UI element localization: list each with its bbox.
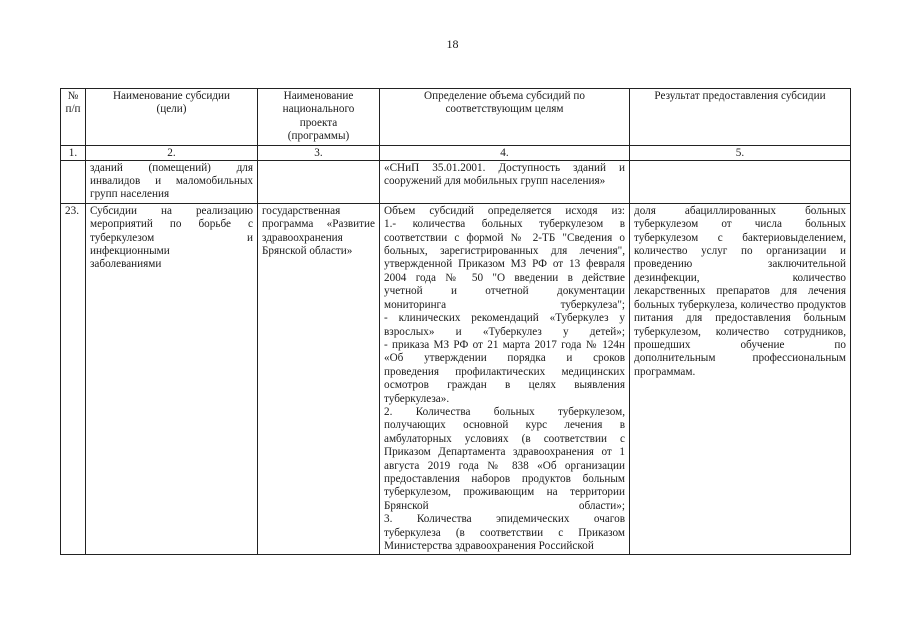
row-23-number-cell: 23. <box>61 203 86 555</box>
cell-text-line: 2004 года № 50 "О введении в действие <box>384 271 625 284</box>
cell-text-line: дезинфекции, количество <box>634 271 846 284</box>
cell-text-line: доля абациллированных больных <box>634 204 846 217</box>
cell-text-line: проведения профилактических медицинских <box>384 365 625 378</box>
continued-volume-cell <box>380 160 630 203</box>
cell-text-line: проекта <box>299 116 338 129</box>
header-project-name-text <box>262 90 375 144</box>
column-number-3: 3. <box>258 145 380 160</box>
row-23-project-text <box>262 205 375 259</box>
cell-text-line: 1.- количества больных туберкулезом в <box>384 218 625 231</box>
header-number-cell <box>61 89 86 146</box>
cell-text-line: проведению заключительной <box>634 258 846 271</box>
header-project-name-cell <box>258 89 380 146</box>
cell-text-line: групп населения <box>90 188 170 201</box>
row-23-subsidy-name-cell <box>86 203 258 555</box>
cell-text-line: утвержденной Приказом МЗ РФ от 13 февраля <box>384 258 625 271</box>
continued-project-cell <box>258 160 380 203</box>
header-number-text <box>65 90 81 117</box>
continued-volume-text <box>384 162 625 189</box>
column-number-5: 5. <box>630 145 851 160</box>
header-volume-definition-cell <box>380 89 630 146</box>
cell-text-line: (цели) <box>156 103 187 116</box>
cell-text-line: туберкулезом с бактериовыделением, <box>634 231 846 244</box>
cell-text-line: Наименование субсидии <box>112 90 231 102</box>
row-23-subsidy-name-text <box>90 205 253 272</box>
cell-text-line: (программы) <box>287 130 350 143</box>
cell-text-line: количество услуг по организации и <box>634 245 846 258</box>
cell-text-line: предоставления наборов продуктов больным <box>384 472 625 485</box>
cell-text-line: зданий (помещений) для <box>90 161 253 174</box>
cell-text-line: мероприятий по борьбе с <box>90 218 253 231</box>
row-23-result-cell <box>630 203 851 555</box>
cell-text-line: получающих основной курс лечения в <box>384 419 625 432</box>
column-number-1: 1. <box>61 145 86 160</box>
cell-text-line: туберкулезом от числа больных <box>634 218 846 231</box>
continued-result-cell <box>630 160 851 203</box>
cell-text-line: туберкулеза (в соответствии с Приказом <box>384 526 625 539</box>
cell-text-line: Объем субсидий определяется исходя из: <box>384 204 625 217</box>
cell-text-line: Брянской области» <box>262 245 353 258</box>
cell-text-line: Приказом Департамента здравоохранения от 1 <box>384 446 625 459</box>
cell-text-line: Субсидии на реализацию <box>90 204 253 217</box>
cell-text-line: инвалидов и маломобильных <box>90 175 253 188</box>
cell-text-line: 2. Количества больных туберкулезом, <box>384 405 625 418</box>
continued-subsidy-name-cell <box>86 160 258 203</box>
cell-text-line: - клинических рекомендаций «Туберкулез у <box>384 312 625 325</box>
cell-text-line: Определение объема субсидий по <box>424 90 585 102</box>
cell-text-line: мониторинга туберкулеза"; <box>384 298 625 311</box>
continued-subsidy-name-text <box>90 162 253 202</box>
cell-text-line: здравоохранения <box>262 231 343 244</box>
cell-text-line: соответствии с формой № 2-ТБ "Сведения о <box>384 231 625 244</box>
row-23-volume-cell <box>380 203 630 555</box>
cell-text-line: туберкулезом, проживающим на территории <box>384 486 625 499</box>
cell-text-line: осмотров граждан в целях выявления <box>384 379 625 392</box>
cell-text-line: - приказа МЗ РФ от 21 марта 2017 года № 124н <box>384 338 625 351</box>
header-subsidy-name-cell <box>86 89 258 146</box>
cell-text-line: больных туберкулеза, количество продуктов <box>634 298 846 311</box>
cell-text-line: «СНиП 35.01.2001. Доступность зданий и <box>384 161 625 174</box>
cell-text-line: инфекционными <box>90 245 170 258</box>
cell-text-line: «Об утверждении порядка и сроков <box>384 352 625 365</box>
column-number-4: 4. <box>380 145 630 160</box>
table-row-continued <box>61 160 851 203</box>
cell-text-line: заболеваниями <box>90 258 162 271</box>
cell-text-line: № <box>67 90 79 102</box>
continued-number-cell <box>61 160 86 203</box>
cell-text-line: соответствующим целям <box>445 103 564 116</box>
table-row-23 <box>61 203 851 555</box>
cell-text-line: амбулаторных условиях (в соответствии с <box>384 432 625 445</box>
cell-text-line: прошедших обучение по <box>634 338 846 351</box>
cell-text-line: дополнительным профессиональным <box>634 352 846 365</box>
row-23-result-text <box>634 205 846 379</box>
cell-text-line: больных, зарегистрированных для лечения", <box>384 245 625 258</box>
row-23-volume-text <box>384 205 625 554</box>
cell-text-line: лекарственных препаратов для лечения <box>634 285 846 298</box>
cell-text-line: национального <box>282 103 355 116</box>
column-number-row <box>61 145 851 160</box>
column-number-2: 2. <box>86 145 258 160</box>
cell-text-line: взрослых» и «Туберкулез у детей»; <box>384 325 625 338</box>
header-result-cell <box>630 89 851 146</box>
cell-text-line: программам. <box>634 365 696 378</box>
table-header-row <box>61 89 851 146</box>
header-volume-definition-text <box>384 90 625 117</box>
cell-text-line: программа «Развитие <box>262 218 375 231</box>
cell-text-line: питания для предоставления больным <box>634 312 846 325</box>
cell-text-line: туберкулезом и <box>90 231 253 244</box>
cell-text-line: августа 2019 года № 838 «Об организации <box>384 459 625 472</box>
header-result-text <box>634 90 846 103</box>
cell-text-line: государственная <box>262 204 341 217</box>
header-subsidy-name-text <box>90 90 253 117</box>
cell-text-line: туберкулезом, количество сотрудников, <box>634 325 846 338</box>
cell-text-line: учетной и отчетной документации <box>384 285 625 298</box>
cell-text-line: Министерства здравоохранения Российской <box>384 540 594 552</box>
cell-text-line: туберкулеза». <box>384 392 450 405</box>
page-number: 18 <box>446 37 459 51</box>
subsidy-table <box>60 88 851 555</box>
row-23-project-cell <box>258 203 380 555</box>
cell-text-line: сооружений для мобильных групп населения» <box>384 175 606 188</box>
cell-text-line: п/п <box>65 103 81 116</box>
cell-text-line: Наименование <box>283 90 354 102</box>
cell-text-line: 3. Количества эпидемических очагов <box>384 513 625 526</box>
cell-text-line: Результат предоставления субсидии <box>654 90 826 102</box>
cell-text-line: Брянской области»; <box>384 499 625 512</box>
